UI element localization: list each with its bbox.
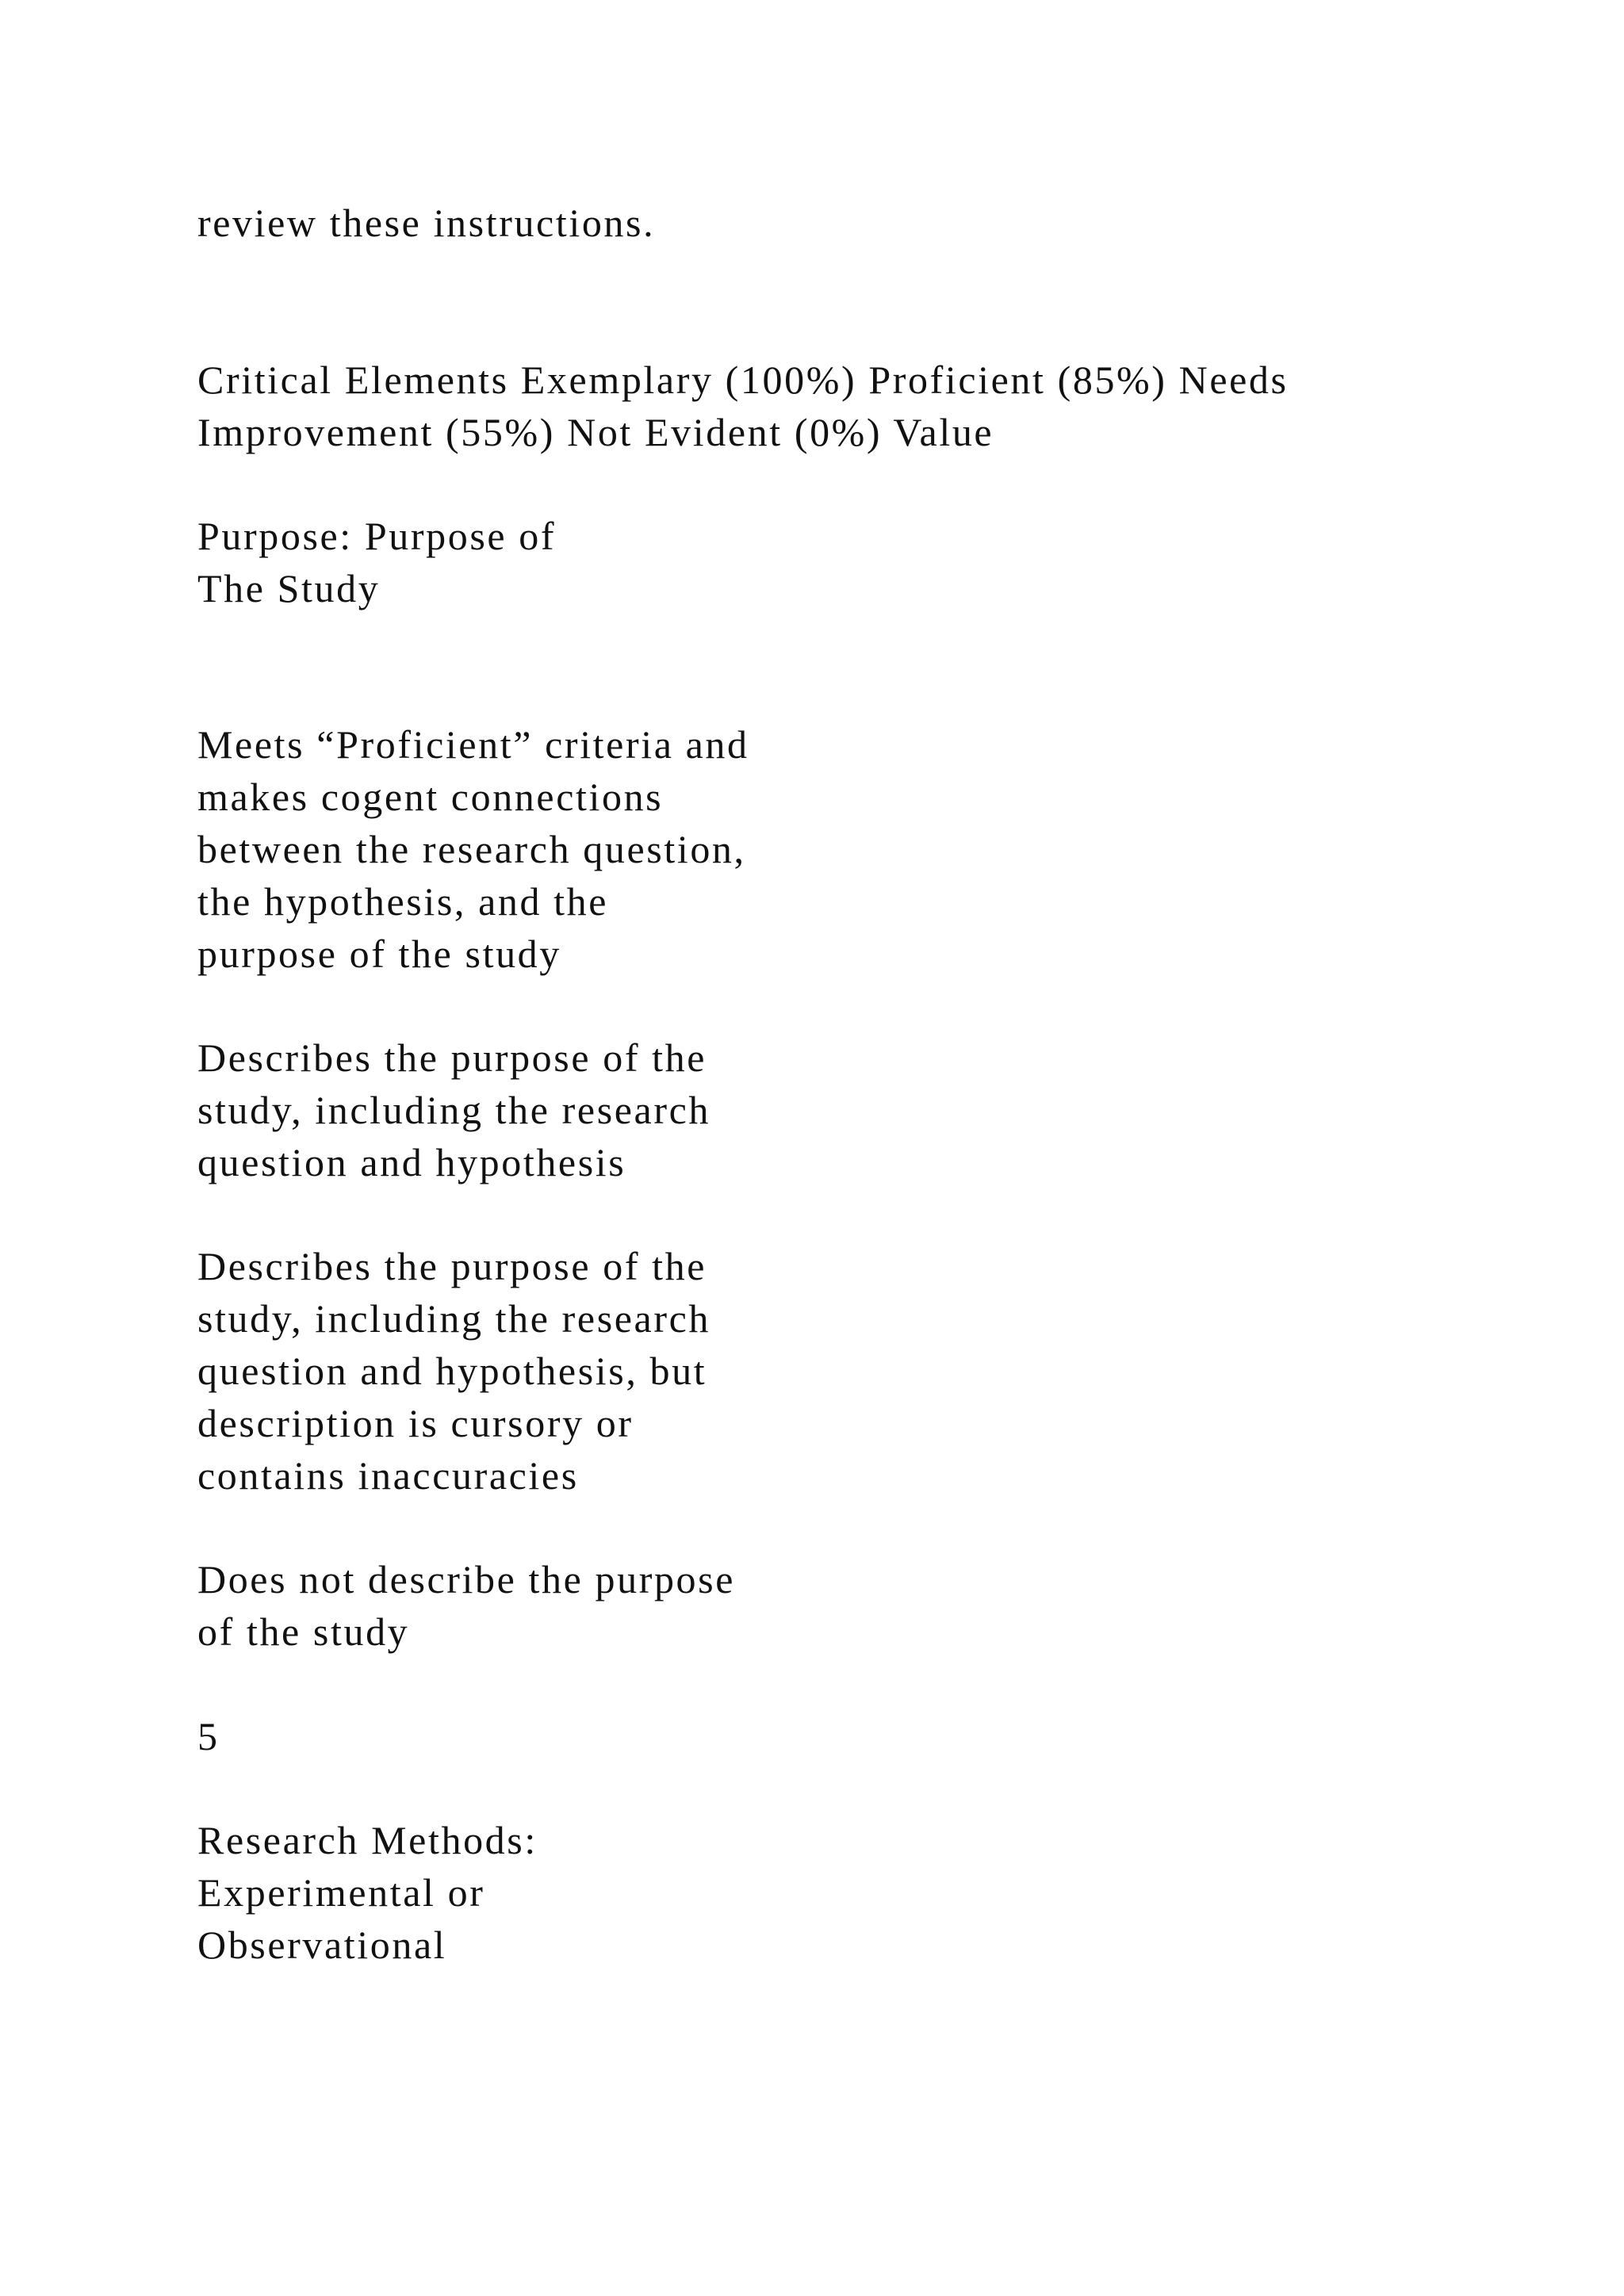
rubric-header [197,354,1289,458]
text-line: description is cursory or [197,1401,634,1445]
proficient-criteria [197,1031,710,1188]
text-line: Meets “Proficient” criteria and [197,722,749,767]
criterion-value [197,1710,220,1762]
text-line: study, including the research [197,1296,710,1341]
text-line: Observational [197,1923,447,1967]
text-line: Describes the purpose of the [197,1035,707,1080]
text-line: question and hypothesis [197,1140,626,1184]
text-line: Critical Elements Exemplary (100%) Proficient (85%) Needs [197,358,1289,402]
text-line: question and hypothesis, but [197,1349,707,1393]
needs-improvement-criteria [197,1240,710,1502]
text-line: review these instructions. [197,201,656,245]
text-line: Describes the purpose of the [197,1244,707,1288]
not-evident-criteria [197,1553,735,1658]
text-line: Experimental or [197,1870,485,1915]
purpose-label [197,510,556,614]
text-line: contains inaccuracies [197,1453,579,1498]
text-line: of the study [197,1609,410,1654]
text-line: the hypothesis, and the [197,879,609,924]
text-line: The Study [197,566,381,610]
exemplary-criteria [197,718,749,980]
text-line: study, including the research [197,1088,710,1132]
text-line: 5 [197,1714,220,1758]
intro-text [197,197,655,249]
text-line: Improvement (55%) Not Evident (0%) Value [197,410,994,454]
text-line: between the research question, [197,827,746,871]
text-line: Does not describe the purpose [197,1557,736,1601]
text-line: Purpose: Purpose of [197,514,557,558]
research-methods-label [197,1814,538,1971]
text-line: purpose of the study [197,932,561,976]
text-line: makes cogent connections [197,775,664,819]
text-line: Research Methods: [197,1818,538,1862]
